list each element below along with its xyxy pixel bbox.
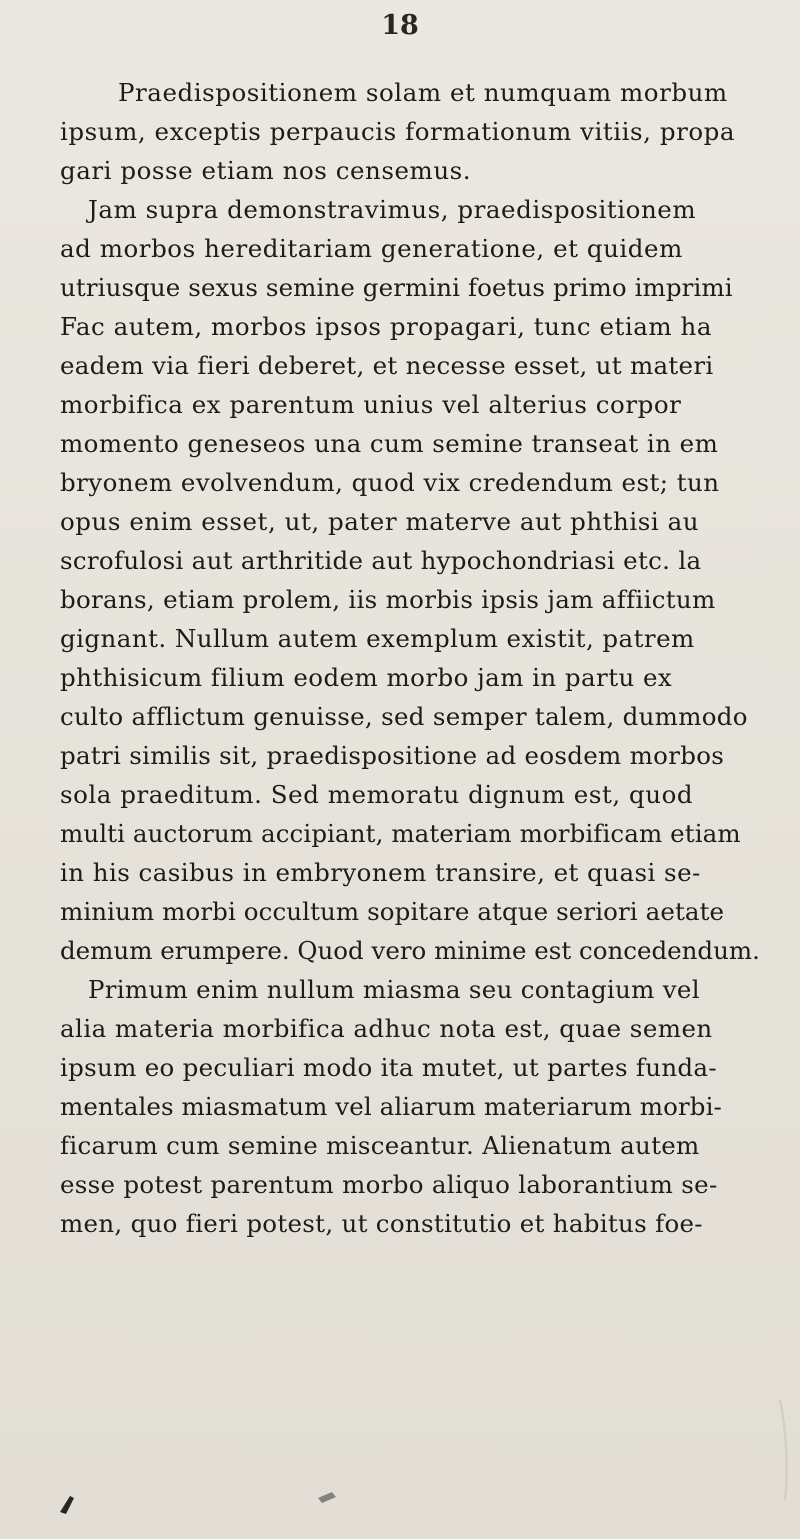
text-line: ipsum eo peculiari modo ita mutet, ut partes funda- [60,1053,717,1082]
text-line: Jam supra demonstravimus, praedispositionem [88,195,697,224]
text-line: morbifica ex parentum unius vel alterius corpor [60,390,682,419]
text-line: multi auctorum accipiant, materiam morbificam etiam [60,819,741,848]
text-line: Praedispositionem solam et numquam morbum [118,78,728,107]
text-line: scrofulosi aut arthritide aut hypochondriasi etc. la [60,546,702,575]
text-line: sola praeditum. Sed memoratu dignum est, quod [60,780,694,809]
text-line: men, quo fieri potest, ut constitutio et habitus foe- [60,1209,703,1238]
text-line: culto afflictum genuisse, sed semper talem, dummodo [60,702,748,731]
text-line: utriusque sexus semine germini foetus primo imprimi [60,273,733,302]
page-number: 18 [381,10,419,41]
text-line: esse potest parentum morbo aliquo laborantium se- [60,1170,718,1199]
text-line: patri similis sit, praedispositione ad eosdem morbos [60,741,725,770]
text-line: momento geneseos una cum semine transeat in em [60,429,719,458]
text-line: in his casibus in embryonem transire, et quasi se- [60,858,701,887]
text-line: opus enim esset, ut, pater materve aut phthisi au [60,507,700,536]
text-line: eadem via fieri deberet, et necesse esset, ut materi [60,351,714,380]
text-line: ipsum, exceptis perpaucis formationum vitiis, propa [60,117,736,146]
text-line: Fac autem, morbos ipsos propagari, tunc etiam ha [60,312,713,341]
text-line: borans, etiam prolem, iis morbis ipsis jam affiictum [60,585,716,614]
text-line: mentales miasmatum vel aliarum materiarum morbi- [60,1092,722,1121]
text-line: phthisicum filium eodem morbo jam in partu ex [60,663,673,692]
text-line: gignant. Nullum autem exemplum existit, patrem [60,624,695,653]
text-line: gari posse etiam nos censemus. [60,156,472,185]
text-line: bryonem evolvendum, quod vix credendum est; tun [60,468,720,497]
text-line: Primum enim nullum miasma seu contagium vel [88,975,700,1004]
text-line: ad morbos hereditariam generatione, et quidem [60,234,683,263]
text-line: ficarum cum semine misceantur. Alienatum autem [60,1131,700,1160]
text-line: minium morbi occultum sopitare atque seriori aetate [60,897,725,926]
text-line: demum erumpere. Quod vero minime est concedendum. [60,936,760,965]
text-line: alia materia morbifica adhuc nota est, quae semen [60,1014,713,1043]
